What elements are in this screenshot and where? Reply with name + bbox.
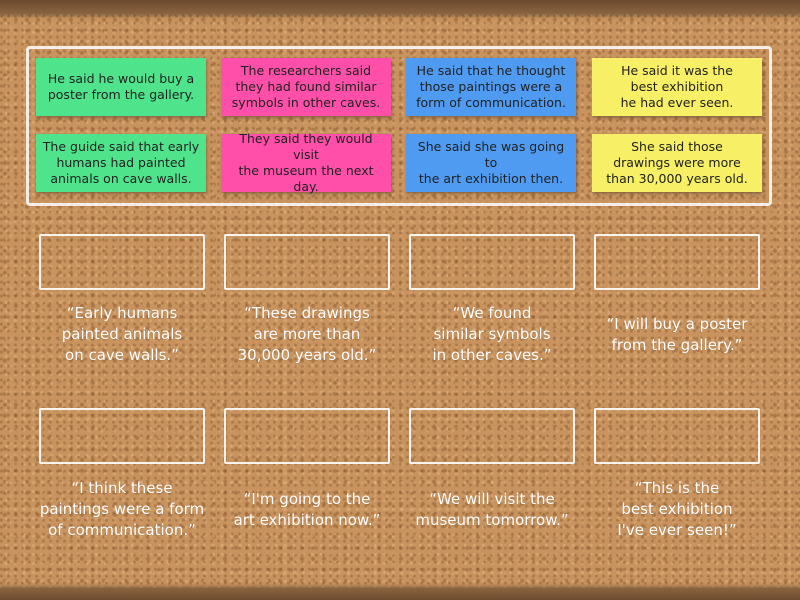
answer-card-8[interactable] — [592, 134, 762, 192]
prompt-quote-5: “I think these paintings were a form of communication.” — [39, 479, 205, 539]
drop-slot-6[interactable] — [224, 408, 390, 464]
answer-card-1[interactable] — [36, 58, 206, 116]
prompt-quote-7: “We will visit the museum tomorrow.” — [415, 490, 569, 529]
drop-slot-8[interactable] — [594, 408, 760, 464]
answer-card-5[interactable] — [36, 134, 206, 192]
drop-slot-4[interactable] — [594, 234, 760, 290]
drop-slot-5[interactable] — [39, 408, 205, 464]
board-frame-bottom — [0, 588, 800, 600]
answer-card-text: He said he would buy a poster from the gallery. — [47, 71, 195, 102]
answer-card-text: They said they would visit the museum the next day. — [238, 131, 374, 194]
prompt-quote-2: “These drawings are more than 30,000 years old.” — [237, 304, 377, 364]
answer-card-4[interactable] — [592, 58, 762, 116]
prompt-quote-6: “I'm going to the art exhibition now.” — [233, 490, 381, 529]
answer-card-text: The guide said that early humans had painted animals on cave walls. — [42, 139, 200, 186]
board-frame-top — [0, 0, 800, 14]
answer-card-text: She said those drawings were more than 30,000 years old. — [606, 139, 748, 186]
answer-card-text: She said she was going to the art exhibition then. — [417, 139, 565, 186]
answer-card-text: He said that he thought those paintings were a form of communication. — [416, 63, 566, 110]
drop-slot-1[interactable] — [39, 234, 205, 290]
prompt-quote-3: “We found similar symbols in other caves.” — [432, 304, 552, 364]
answer-card-6[interactable] — [221, 131, 391, 194]
drop-slot-7[interactable] — [409, 408, 575, 464]
answer-card-text: He said it was the best exhibition he had ever seen. — [620, 63, 734, 110]
prompt-quote-8: “This is the best exhibition I've ever seen!” — [617, 479, 737, 539]
answer-card-2[interactable] — [221, 58, 391, 116]
prompt-quote-4: “I will buy a poster from the gallery.” — [606, 315, 748, 354]
answer-card-3[interactable] — [406, 58, 576, 116]
drop-slot-2[interactable] — [224, 234, 390, 290]
answer-card-7[interactable] — [406, 134, 576, 192]
drop-slot-3[interactable] — [409, 234, 575, 290]
prompt-quote-1: “Early humans painted animals on cave walls.” — [61, 304, 183, 364]
answer-card-text: The researchers said they had found similar symbols in other caves. — [231, 63, 381, 110]
